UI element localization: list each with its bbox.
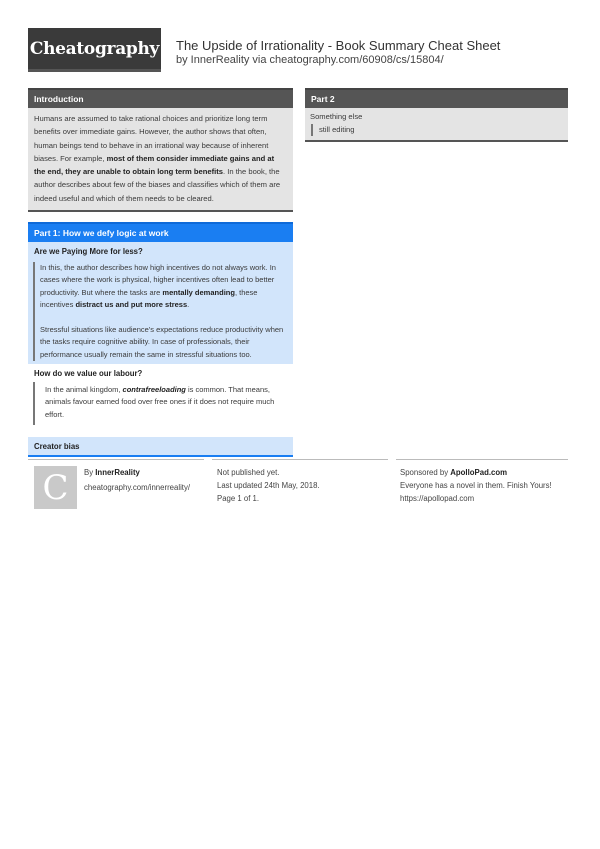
footer-divider <box>212 459 388 460</box>
value-labour-text-a: In the animal kingdom, <box>45 384 123 394</box>
sponsor-info <box>400 466 552 505</box>
intro-text-2: . In the book, the author describes about few of the biases and classifies which of them are indeed useful and which of them needs to be cleared. <box>34 167 281 203</box>
cheatography-logo[interactable] <box>28 28 161 72</box>
page-byline[interactable]: by InnerReality via cheatography.com/60908/cs/15804/ <box>176 54 444 66</box>
paying-more-text-c: , these incentives <box>40 287 258 310</box>
paying-more-bold-2: distract us and put more stress <box>75 300 188 310</box>
footer-by-label: By <box>84 468 96 477</box>
intro-text-1: Humans are assumed to take rational choices and prioritize long term benefits over immediate gains. However, the author shows that often, human beings tend to behave in an irrational way because of inherent biases. For example, <box>34 114 269 163</box>
value-labour-bold: contrafreeloading <box>122 384 186 394</box>
part2-text: still editing <box>311 124 563 136</box>
author-info <box>84 466 190 494</box>
introduction-text <box>28 108 293 212</box>
page-title: The Upside of Irrationality - Book Summary Cheat Sheet <box>176 38 501 53</box>
page-number: Page 1 of 1. <box>217 494 260 503</box>
last-updated: Last updated 24th May, 2018. <box>217 481 320 490</box>
paying-more-text <box>28 260 293 364</box>
author-name-link[interactable]: InnerReality <box>95 468 140 477</box>
paying-more-heading: Are we Paying More for less? <box>28 242 293 260</box>
introduction-heading: Introduction <box>28 88 293 108</box>
value-labour-text-c: is common. That means, animals favour earned food over free ones if it does not require much effort. <box>45 384 275 419</box>
part2-heading: Part 2 <box>305 88 568 108</box>
publish-info <box>217 466 320 505</box>
value-labour-text <box>33 382 293 425</box>
paying-more-text-a: In this, the author describes how high incentives do not always work. In cases where the work is physical, higher incentives often lead to better productivity. But where the tasks are <box>40 263 276 297</box>
paying-more-bold-1: mentally demanding <box>162 287 235 297</box>
right-column <box>305 88 568 150</box>
footer-divider <box>396 459 568 460</box>
part2-title: Something else <box>310 112 363 121</box>
creator-bias-heading: Creator bias <box>28 437 293 457</box>
author-url-link[interactable]: cheatography.com/innerreality/ <box>84 483 191 492</box>
sponsor-url-link[interactable]: https://apollopad.com <box>400 494 475 503</box>
sponsor-tagline: Everyone has a novel in them. Finish Yours! <box>400 481 552 490</box>
part2-box <box>305 88 568 142</box>
paying-more-paragraph-2: Stressful situations like audience's expectations reduce productivity when the tasks require cognitive ability. In case of professionals, their performance usually remain the same in stressful situations too. <box>40 324 284 359</box>
part2-body <box>305 108 568 142</box>
author-avatar[interactable] <box>34 466 77 509</box>
introduction-box <box>28 88 293 212</box>
value-labour-heading: How do we value our labour? <box>28 364 293 382</box>
avatar-letter: C <box>42 467 69 508</box>
part1-box <box>28 222 293 457</box>
intro-text-bold: most of them consider immediate gains and at the end, they are unable to obtain long term benefits <box>34 153 275 177</box>
part1-heading: Part 1: How we defy logic at work <box>28 222 293 242</box>
paying-more-text-e: . <box>187 300 190 310</box>
logo-text: Cheatography <box>29 38 160 59</box>
sponsor-link[interactable]: ApolloPad.com <box>450 468 508 477</box>
footer-divider <box>28 459 204 460</box>
paying-more-paragraph-1 <box>40 262 287 312</box>
publish-status: Not published yet. <box>217 468 280 477</box>
sponsored-label: Sponsored by <box>400 468 451 477</box>
left-column <box>28 88 293 465</box>
